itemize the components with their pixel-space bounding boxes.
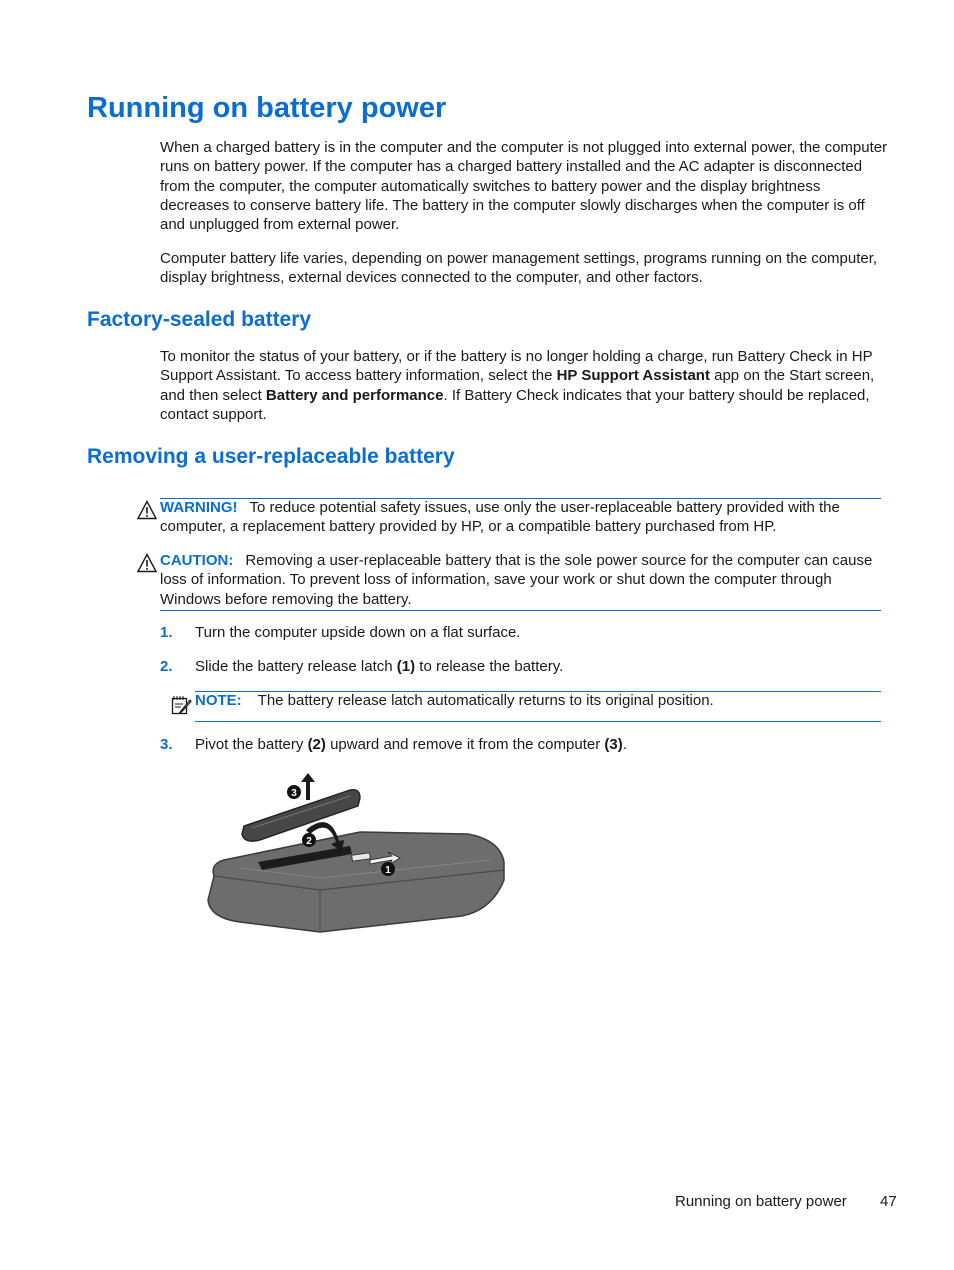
factory-sealed-paragraph (160, 347, 888, 424)
caution-text: Removing a user-replaceable battery that is the sole power source for the computer can cause loss of information. To prevent loss of information, save your work or shut down the computer through Windows before removing the battery. (160, 552, 873, 608)
section-heading-factory-sealed: Factory-sealed battery (87, 308, 312, 331)
section-heading-removing: Removing a user-replaceable battery (87, 445, 455, 468)
caution-bottom-rule (160, 610, 881, 611)
step-bold-ref: (2) (307, 736, 326, 753)
note-callout (195, 691, 881, 710)
note-pencil-icon (170, 694, 192, 716)
caution-label: CAUTION: (160, 552, 234, 569)
callout-3-label: 3 (291, 788, 297, 799)
factory-text-1: To monitor the status of your battery, or if the battery is no longer holding a charge, run Battery Check in HP Support Assistant. To access battery information, select the (160, 348, 873, 385)
intro-paragraph-2: Computer battery life varies, depending on power management settings, programs running on the computer, display brightness, external devices connected to the computer, and other factors. (160, 250, 878, 287)
page-title: Running on battery power (87, 92, 447, 124)
caution-callout (160, 551, 881, 609)
note-text: The battery release latch automatically returns to its original position. (257, 692, 714, 709)
caution-triangle-icon (137, 553, 157, 573)
warning-label: WARNING! (160, 499, 238, 516)
factory-bold-battery-performance: Battery and performance (265, 386, 444, 404)
note-bottom-rule (195, 721, 881, 722)
callout-1-label: 1 (385, 865, 391, 876)
factory-text-3: . If Battery Check indicates that your battery should be replaced, contact support. (160, 386, 870, 423)
step-text-part: Slide the battery release latch (195, 658, 397, 675)
lift-arrow-icon (301, 773, 315, 800)
step-text-part: upward and remove it from the computer (325, 736, 605, 753)
step-number: 1. (160, 624, 173, 641)
step-bold-ref: (1) (396, 658, 416, 675)
step-text-part: to release the battery. (415, 658, 564, 675)
note-label: NOTE: (195, 692, 242, 709)
warning-triangle-icon (137, 500, 157, 520)
step-number: 3. (160, 736, 173, 753)
callout-2-label: 2 (306, 836, 312, 847)
step-text (195, 735, 627, 754)
factory-bold-hp-support: HP Support Assistant (556, 367, 710, 385)
warning-callout (160, 498, 881, 537)
battery-removal-illustration (200, 770, 510, 936)
step-text (195, 623, 520, 642)
step-text (195, 657, 563, 676)
step-text-part: Pivot the battery (195, 736, 308, 753)
intro-paragraph-1: When a charged battery is in the computer and the computer is not plugged into external power, the computer runs on battery power. If the computer has a charged battery installed and the AC adapter is disconnected from the computer, the computer automatically switches to battery power and the display brightness decreases to conserve battery life. The battery in the computer slowly discharges when the computer is off and unplugged from external power. (160, 139, 888, 234)
footer-page-number: 47 (880, 1193, 897, 1210)
footer-section-title: Running on battery power (675, 1193, 847, 1210)
step-text-part: . (622, 736, 627, 753)
step-text-part: Turn the computer upside down on a flat surface. (195, 624, 521, 641)
factory-text-2: app on the Start screen, and then select (160, 367, 875, 404)
laptop-base-shape (208, 832, 504, 932)
step-number: 2. (160, 658, 173, 675)
step-bold-ref: (3) (604, 736, 623, 753)
warning-text: To reduce potential safety issues, use only the user-replaceable battery provided with the computer, a replacement battery provided by HP, or a compatible battery purchased from HP. (160, 499, 840, 536)
battery-pack (242, 790, 360, 841)
